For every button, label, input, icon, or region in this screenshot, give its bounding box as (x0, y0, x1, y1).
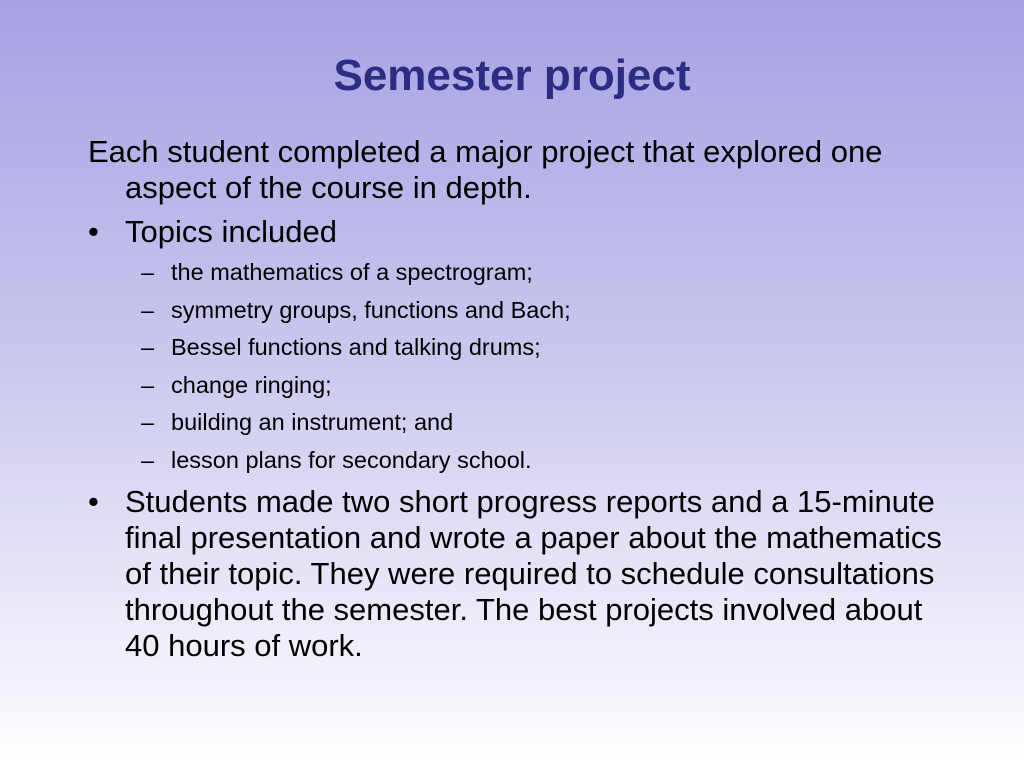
dash-marker: – (141, 446, 155, 473)
dash-marker: – (141, 259, 155, 285)
topic-item (88, 408, 948, 436)
intro-paragraph: Each student completed a major project that explored one aspect of the course in depth. (88, 134, 883, 205)
topic-text: Bessel functions and talking drums; (171, 334, 541, 361)
dash-marker: – (141, 371, 155, 398)
topic-text: change ringing; (171, 371, 332, 398)
topic-item (88, 333, 948, 361)
topic-item (88, 296, 948, 324)
dash-marker: – (141, 296, 155, 323)
bullet-text: Students made two short progress reports and a 15-minute final presentation and wrote a paper about the mathematics of their topic. They were required to schedule consultations throughout the semester. The best projects involved about 40 hours of work. (125, 483, 942, 663)
bullet-marker: • (88, 214, 99, 249)
topics-list (88, 258, 948, 474)
topic-text: building an instrument; and (171, 409, 454, 436)
topic-item (88, 371, 948, 399)
topic-text: lesson plans for secondary school. (171, 446, 532, 473)
bullet-item (88, 484, 948, 664)
topic-item (88, 446, 948, 474)
dash-marker: – (141, 409, 155, 436)
topic-item (88, 258, 948, 286)
dash-marker: – (141, 334, 155, 361)
slide-title: Semester project (333, 51, 691, 100)
slide-body (88, 134, 948, 672)
bullet-item (88, 214, 948, 250)
bullet-marker: • (88, 483, 99, 519)
topic-text: the mathematics of a spectrogram; (171, 259, 533, 285)
topic-text: symmetry groups, functions and Bach; (171, 296, 571, 323)
bullet-text: Topics included (125, 214, 337, 249)
